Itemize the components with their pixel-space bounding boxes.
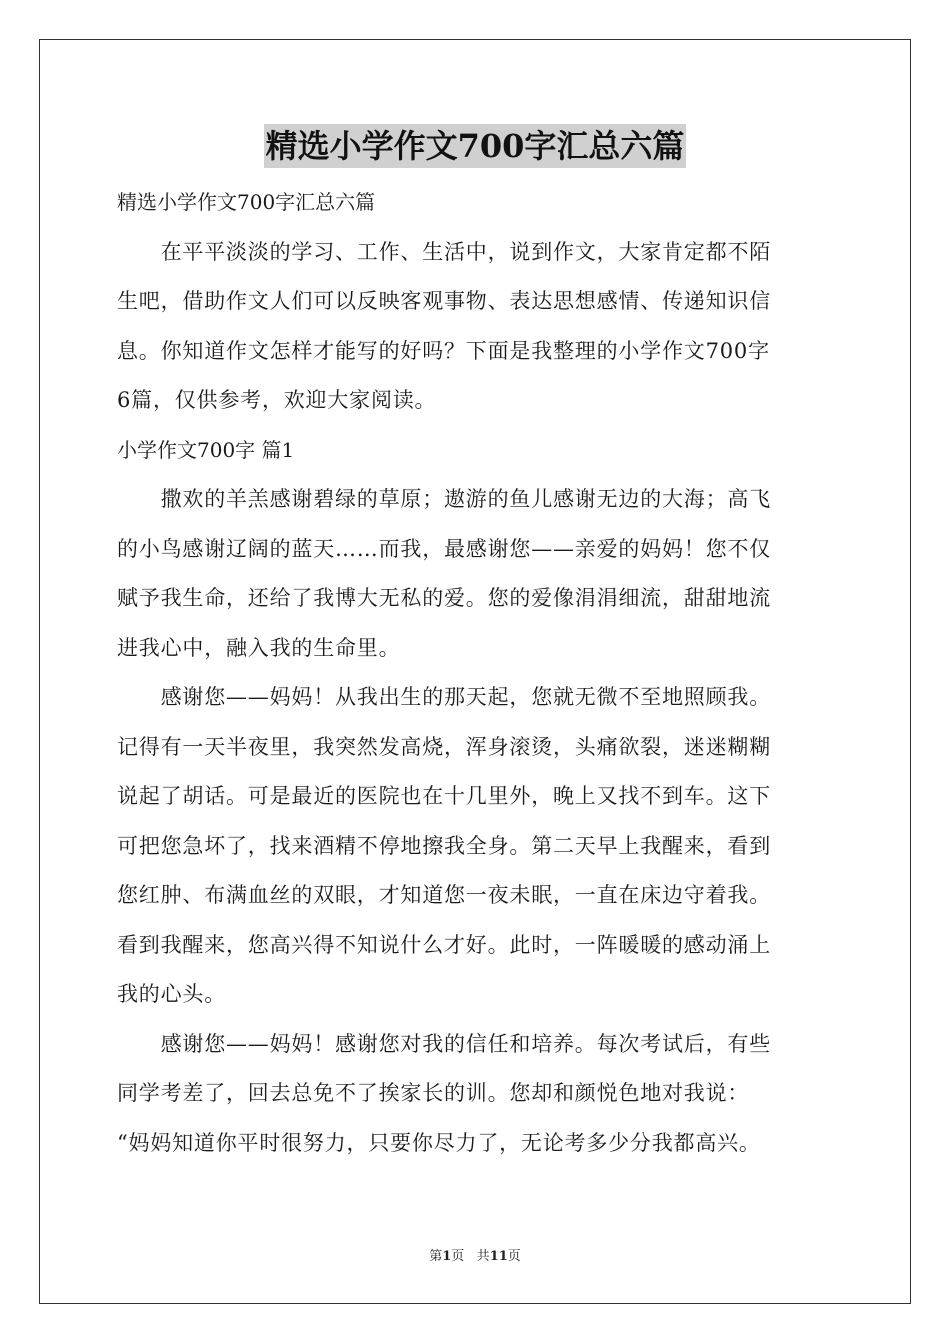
total-suffix: 页 <box>507 1249 521 1264</box>
section-heading: 小学作文700字 篇1 <box>117 437 295 462</box>
section-body <box>117 475 835 1168</box>
text-line: 感谢您——妈妈！感谢您对我的信任和培养。每次考试后，有些 <box>117 1031 771 1056</box>
total-pages: 11 <box>489 1249 508 1264</box>
text-line: 说起了胡话。可是最近的医院也在十几里外，晚上又找不到车。这下 <box>117 784 771 808</box>
text-line: 进我心中，融入我的生命里。 <box>117 635 401 660</box>
text-line: 记得有一天半夜里，我突然发高烧，浑身滚烫，头痛欲裂，迷迷糊糊 <box>117 734 771 759</box>
intro-paragraph <box>117 228 835 426</box>
text-line: 6篇，仅供参考，欢迎大家阅读。 <box>117 388 437 412</box>
text-line: 可把您急坏了，找来酒精不停地擦我全身。第二天早上我醒来，看到 <box>117 833 771 858</box>
document-title: 精选小学作文700字汇总六篇 <box>264 124 687 168</box>
text-line: 感谢您——妈妈！从我出生的那天起，您就无微不至地照顾我。 <box>117 685 771 709</box>
subtitle: 精选小学作文700字汇总六篇 <box>117 190 376 214</box>
text-line: 息。你知道作文怎样才能写的好吗？下面是我整理的小学作文700字 <box>117 338 770 363</box>
page-footer <box>0 1245 950 1264</box>
text-line: 赋予我生命，还给了我博大无私的爱。您的爱像涓涓细流，甜甜地流 <box>117 586 771 610</box>
text-line: 生吧，借助作文人们可以反映客观事物、表达思想感情、传递知识信 <box>117 289 771 313</box>
text-line: 的小鸟感谢辽阔的蓝天……而我，最感谢您——亲爱的妈妈！您不仅 <box>117 536 771 561</box>
page-number: 1 <box>442 1249 452 1264</box>
text-line: 在平平淡淡的学习、工作、生活中，说到作文，大家肯定都不陌 <box>117 239 771 264</box>
title-container <box>0 124 950 168</box>
text-line: 看到我醒来，您高兴得不知说什么才好。此时，一阵暖暖的感动涌上 <box>117 932 771 957</box>
text-line: 我的心头。 <box>117 982 226 1006</box>
page-suffix: 页 <box>451 1249 465 1264</box>
page-prefix: 第 <box>429 1249 443 1264</box>
document-body <box>117 178 835 1168</box>
text-line: 您红肿、布满血丝的双眼，才知道您一夜未眠，一直在床边守着我。 <box>117 883 771 907</box>
text-line: 同学考差了，回去总免不了挨家长的训。您却和颜悦色地对我说： <box>117 1081 750 1105</box>
text-line: “妈妈知道你平时很努力，只要你尽力了，无论考多少分我都高兴。 <box>117 1130 761 1155</box>
text-line: 撒欢的羊羔感谢碧绿的草原；遨游的鱼儿感谢无边的大海；高飞 <box>117 487 771 511</box>
total-prefix: 共 <box>476 1249 490 1264</box>
